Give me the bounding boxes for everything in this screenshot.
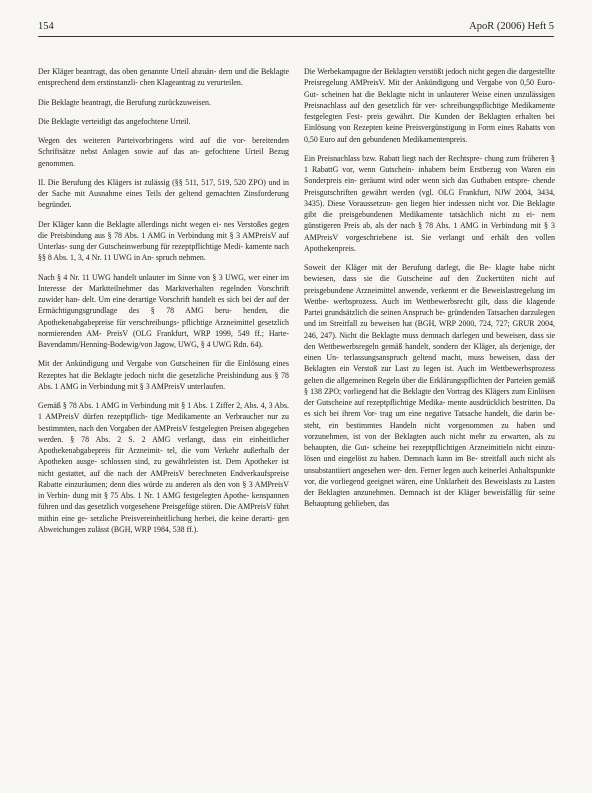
paragraph: Die Beklagte verteidigt das angefochtene Urteil. [38,116,191,126]
right-column [304,66,555,518]
running-title: ApoR (2006) Heft 5 [469,21,554,32]
page-header [38,20,554,34]
paragraph: Ein Preisnachlass bzw. Rabatt liegt nach der Rechtspre- chung zum früheren § 1 RabattG vor, wenn Gutschein- inhabern beim Erstbezug von Waren ein Sonderpreis ein- geräumt wird oder wenn sich das Guthaben entspre- chende Preisgutschriften gewährt werden (vgl. OLG Frankfurt, NJW 2004, 3434, 3435). Diese Voraussetzun- gen liegen hier indessen nicht vor. Die Beklagte gibt die preisgebundenen Medikamente tatsächlich nicht zu ei- nem günstigeren Preis ab, als der nach § 78 Abs. 1 AMG in Verbindung mit § 3 AMPreisV vorgeschriebene ist. Sie verlangt und erhält den vollen Apothekenpreis. [304,153,555,253]
paragraph: Gemäß § 78 Abs. 1 AMG in Verbindung mit § 1 Abs. 1 Ziffer 2, Abs. 4, 3 Abs. 1 AMPreisV dürfen rezeptpflich- tige Medikamente an Verbraucher nur zu bestimmten, nach den Vorgaben der AMPreisV festgelegten Preisen abgegeben werden. § 78 Abs. 2 S. 2 AMG verlangt, dass ein einheitlicher Apothekenabgabepreis für Arzneimit- tel, die vom Verkehr außerhalb der Apotheken ausge- schlossen sind, zu gewährleisten ist. Dem Apotheker ist nicht gestattet, auf die nach der AMPreisV berechneten Endverkaufspreise Rabatte einzuräumen; denn dies würde zu anderen als den von § 3 AMPreisV in Verbin- dung mit § 75 Abs. 1 Nr. 1 AMG festgelegten Apothe- kenspannen führen und das gesetzlich vorgesehene Preisgefüge stören. Die AMPreisV führt mithin eine ge- setzliche Preisvereinheitlichung herbei, die keine derarti- gen Abweichungen zulässt (BGH, WRP 1984, 538 ff.). [38,401,289,534]
page-number: 154 [38,21,54,32]
paragraph: Der Kläger beantragt, das oben genannte Urteil abzuän- dern und die Beklagte entsprechend dem erstinstanzli- chen Klageantrag zu verurteilen. [38,67,289,88]
paragraph: Nach § 4 Nr. 11 UWG handelt unlauter im Sinne von § 3 UWG, wer einer im Interesse der Marktteilnehmer das Marktverhalten regelnden Vorschrift zuwider han- delt. Um eine derartige Vorschrift handelt es sich bei der auf der Ermächtigungsgrundlage des § 78 AMG beru- henden, die Apothekenabgabepreise für verschreibungs- pflichtige Arzneimittel gesetzlich normierenden AM- PreisV (OLG Frankfurt, WRP 1999, 549 ff.; Harte- Bavendamm/Henning-Bodewig/von Jagow, UWG, § 4 UWG Rdn. 64). [38,272,289,349]
paragraph: II. Die Berufung des Klägers ist zulässig (§§ 511, 517, 519, 520 ZPO) und in der Sache mit Ausnahme eines Teils der geltend gemachten Zinsforderung begründet. [38,177,289,210]
paragraph: Die Beklagte beantragt, die Berufung zurückzuweisen. [38,97,211,107]
paragraph: Wegen des weiteren Parteivorbringens wird auf die vor- bereitenden Schriftsätze nebst Anlagen sowie auf das an- gefochtene Urteil Bezug genommen. [38,136,289,168]
left-column [38,66,289,543]
header-rule [38,36,554,37]
paragraph: Der Kläger kann die Beklagte allerdings nicht wegen ei- nes Verstoßes gegen die Preisbindung aus § 78 Abs. 1 AMG in Verbindung mit § 3 AMPreisV auf Unterlas- sung der Gutscheinwerbung für rezeptpflichtige Medi- kamente nach §§ 8 Abs. 1, 3, 4 Nr. 11 UWG in An- spruch nehmen. [38,219,289,263]
paragraph: Soweit der Kläger mit der Berufung darlegt, die Be- klagte habe nicht bewiesen, dass sie die Gutscheine auf den Zuckertüten nicht auf preisgebundene Arzneimittel anwende, verkennt er die Beweislastregelung im Wettbe- werbsprozess. Auch im Wettbewerbsrecht gilt, dass die klagende Partei grundsätzlich die seinen Anspruch be- gründenden Tatsachen darzulegen und im Streitfall zu beweisen hat (BGH, WRP 2000, 724, 727; GRUR 2004, 246, 247). Nicht die Beklagte muss demnach darlegen und beweisen, dass sie den Wettbewerbsregeln gemäß handelt, sondern der Kläger, als derjenige, der einen Un- terlassungsanspruch geltend macht, muss beweisen, dass der Beklagten ein Verstoß zur Last zu legen ist. Auch im Wettbewerbsprozess gelten die allgemeinen Regeln über die Erklärungspflichten der Parteien gemäß § 138 ZPO; vorliegend hat die Beklagte den Vortrag des Klägers zum Einlösen der Gutscheine auf rezeptpflichtige Medika- mente ausdrücklich bestritten. Da es sich bei ihrem Vor- trag um eine negative Tatsache handelt, die darin be- steht, ein bestimmtes Handeln nicht vorgenommen zu haben und vorzunehmen, ist von der Beklagten auch nicht mehr zu erwarten, als zu behaupten, die Gut- scheine bei rezeptpflichtigen Arzneimitteln nicht einzu- lösen und eingelöst zu haben. Demnach kann im Be- streitfall auch nicht als unsubstantiiert angesehen wer- den. Ferner legen auch keinerlei Anhaltspunkte vor, die vorliegend geeignet wären, eine Unklarheit des Beweislasts zu Lasten der Beklagten anzunehmen. Demnach ist der Kläger beweisfällig für seine Behauptung geblieben, das [304,263,555,509]
paragraph: Die Werbekampagne der Beklagten verstößt jedoch nicht gegen die dargestellte Preisregelung AMPreisV. Mit der Ankündigung und Vergabe von 0,50 Euro-Gut- scheinen hat die Beklagte nicht in unlauterer Weise einen unzulässigen Preisnachlass auf den gesetzlich für ver- schreibungspflichtige Medikamente festgelegten Fest- preis gewährt. Die Kunden der Beklagten erhalten bei Einlösung von Rezepten keine Preisvergünstigung in Form eines Rabatts von 0,50 Euro auf den gebundenen Medikamentenpreis. [304,67,555,144]
paragraph: Mit der Ankündigung und Vergabe von Gutscheinen für die Einlösung eines Rezeptes hat die Beklagte jedoch nicht die gesetzliche Preisbindung aus § 78 Abs. 1 AMG in Verbindung mit § 3 AMPreisV unterlaufen. [38,359,289,391]
